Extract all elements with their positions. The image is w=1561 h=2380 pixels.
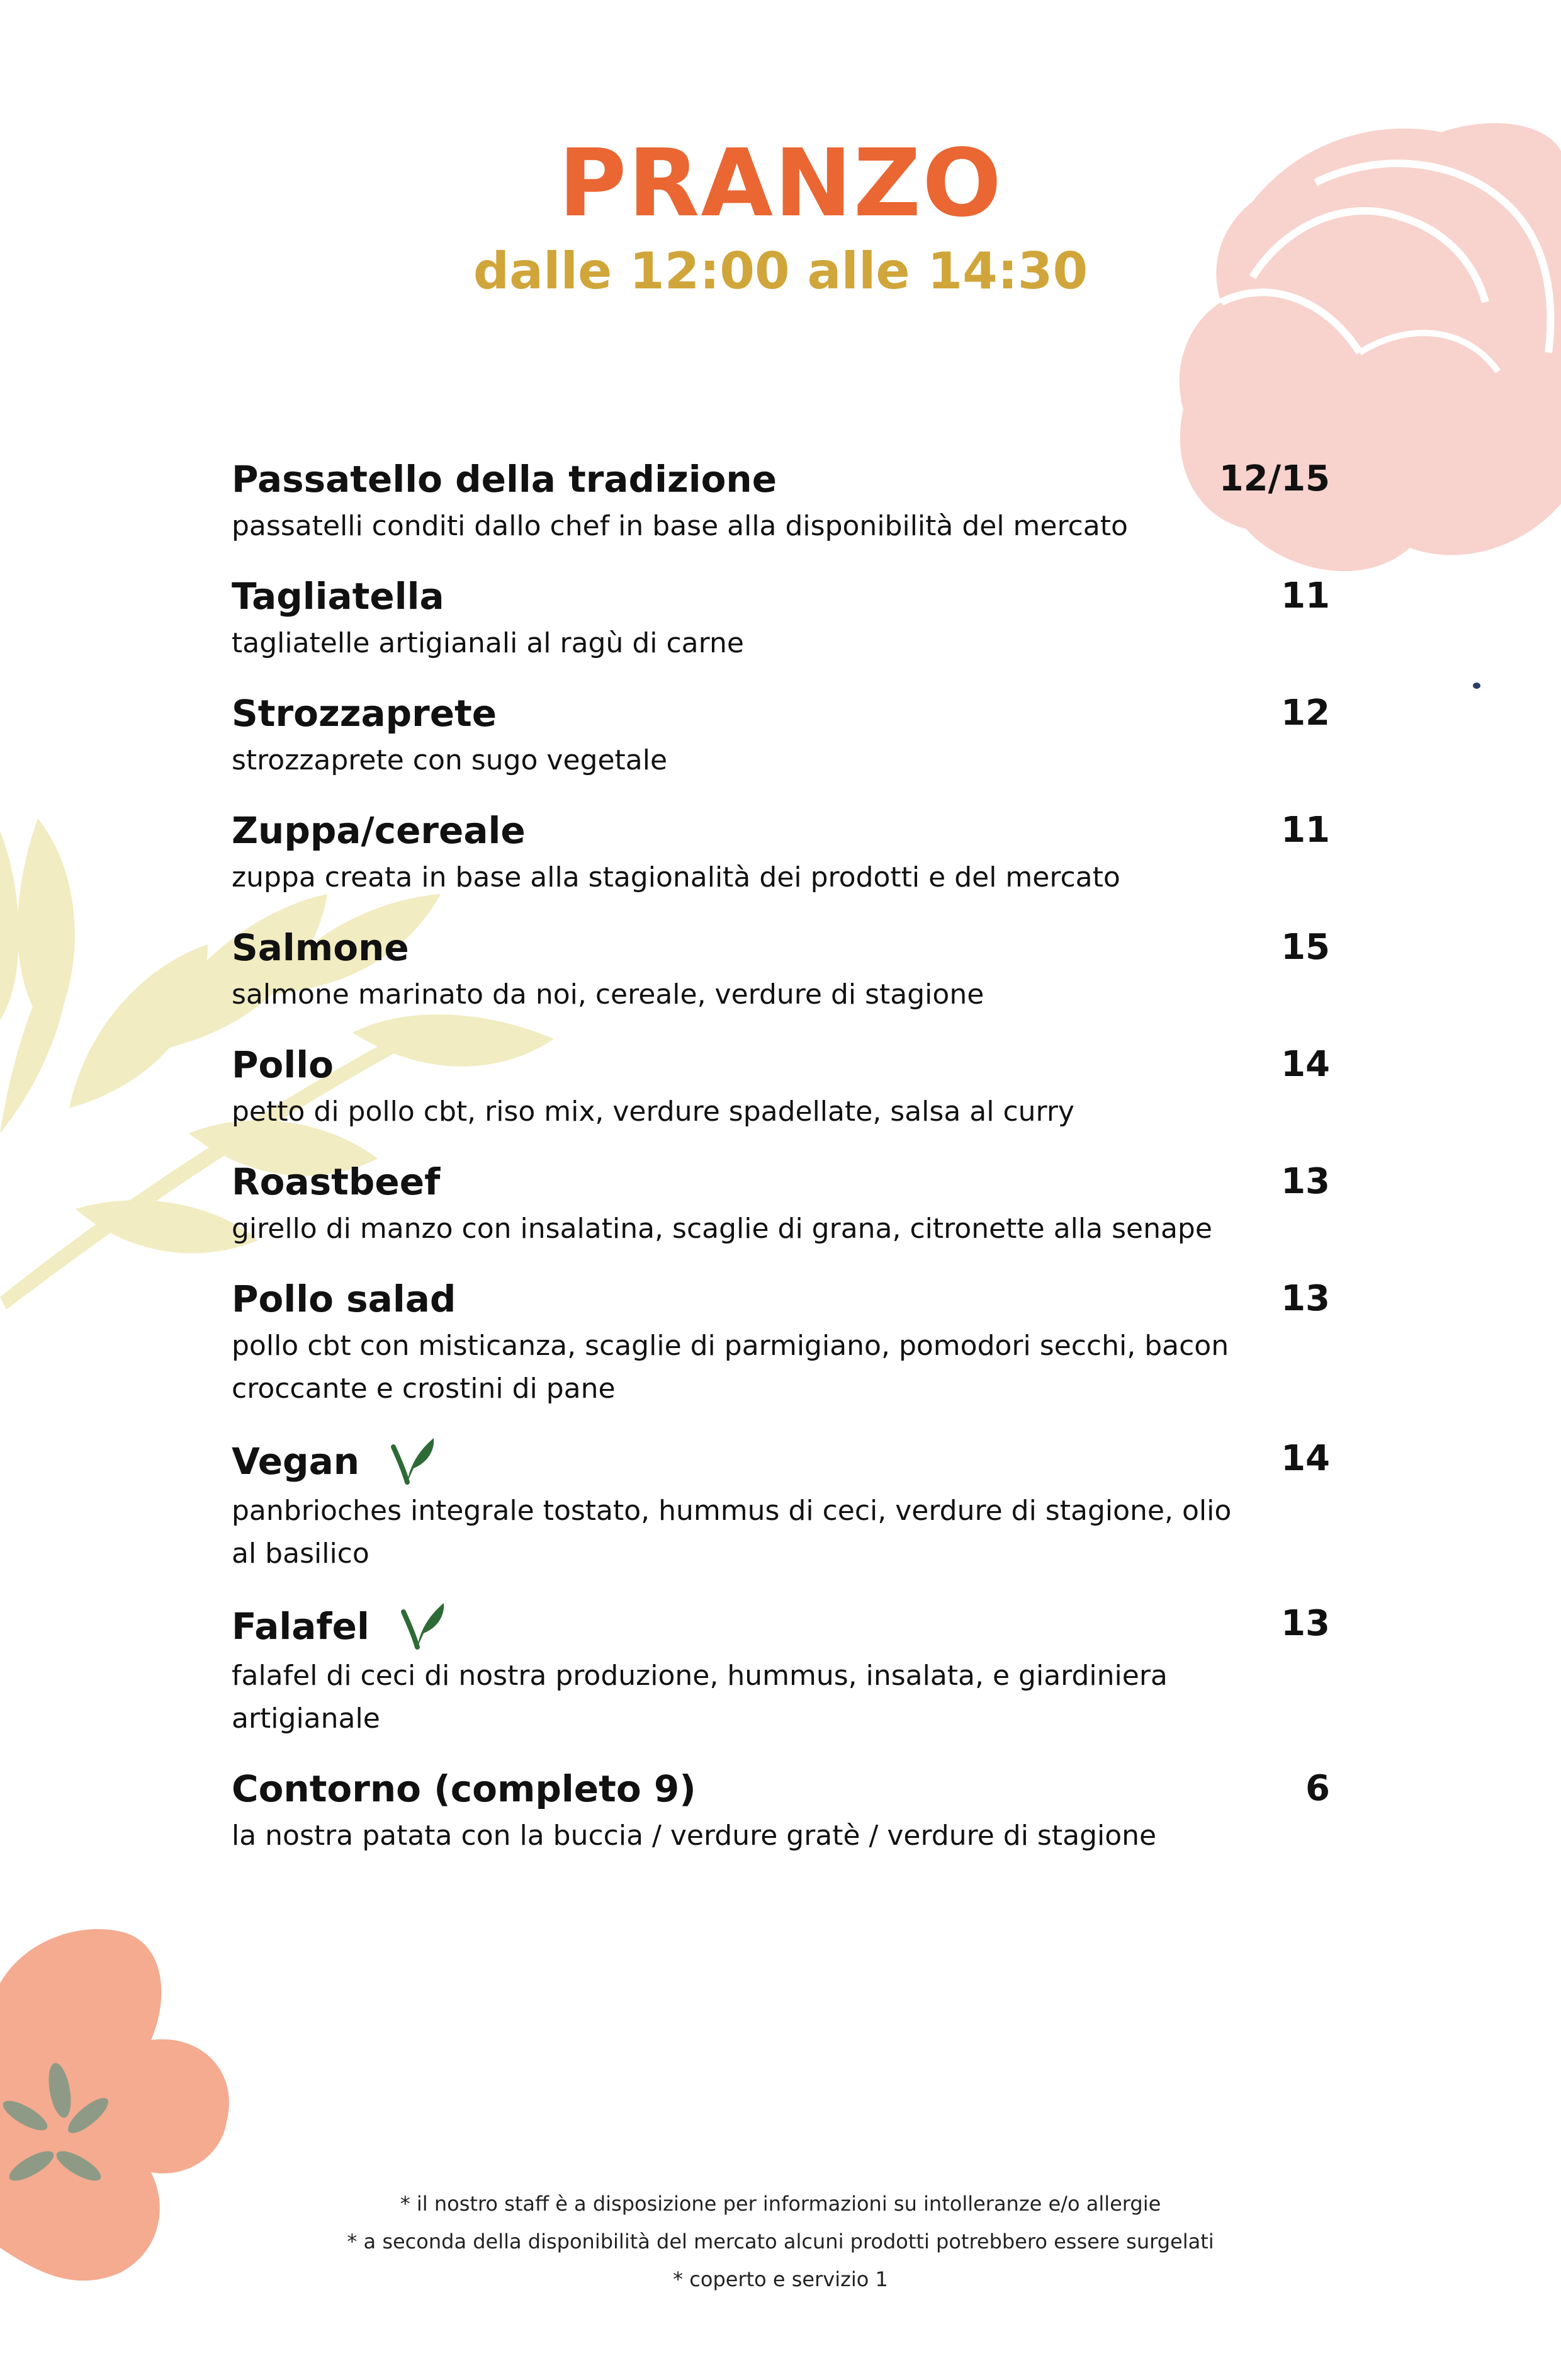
item-price: 12/15 bbox=[1219, 458, 1330, 499]
item-description: pollo cbt con misticanza, scaglie di parmigiano, pomodori secchi, bacon croccante e crostini di pane bbox=[232, 1330, 1229, 1405]
page-title: PRANZO bbox=[558, 129, 1003, 237]
item-description: panbrioches integrale tostato, hummus di ceci, verdure di stagione, olio al basilico bbox=[232, 1495, 1232, 1570]
menu-item bbox=[232, 688, 1330, 782]
item-name: Vegan bbox=[232, 1440, 359, 1483]
footer-note: * a seconda della disponibilità del mercato alcuni prodotti potrebbero essere surgelati bbox=[347, 2230, 1214, 2253]
item-description: zuppa creata in base alla stagionalità dei prodotti e del mercato bbox=[232, 861, 1120, 893]
item-description: strozzaprete con sugo vegetale bbox=[232, 744, 668, 776]
item-description: passatelli conditi dallo chef in base alla disponibilità del mercato bbox=[232, 510, 1128, 542]
item-price: 14 bbox=[1281, 1044, 1330, 1085]
menu-item bbox=[232, 805, 1330, 899]
item-price: 6 bbox=[1305, 1768, 1330, 1809]
item-name: Contorno (completo 9) bbox=[232, 1767, 696, 1810]
item-name: Roastbeef bbox=[232, 1160, 441, 1203]
item-name: Salmone bbox=[232, 926, 409, 969]
item-description: la nostra patata con la buccia / verdure gratè / verdure di stagione bbox=[232, 1820, 1157, 1852]
item-name: Passatello della tradizione bbox=[232, 458, 777, 501]
item-description: girello di manzo con insalatina, scaglie di grana, citronette alla senape bbox=[232, 1213, 1212, 1245]
vegan-leaf-icon bbox=[392, 1598, 449, 1655]
menu-item bbox=[232, 922, 1330, 1016]
item-description: tagliatelle artigianali al ragù di carne bbox=[232, 627, 744, 659]
menu-item bbox=[232, 570, 1330, 665]
menu-item bbox=[232, 1433, 1330, 1575]
item-name-row bbox=[232, 1433, 439, 1490]
item-price: 15 bbox=[1281, 927, 1330, 968]
dot-decoration bbox=[1473, 683, 1480, 689]
footer-notes bbox=[0, 2185, 1561, 2298]
menu-list bbox=[232, 453, 1330, 1880]
item-price: 14 bbox=[1281, 1438, 1330, 1479]
item-description: salmone marinato da noi, cereale, verdure di stagione bbox=[232, 978, 984, 1011]
item-name: Strozzaprete bbox=[232, 692, 497, 735]
item-description: falafel di ceci di nostra produzione, hummus, insalata, e giardiniera artigianale bbox=[232, 1660, 1168, 1735]
menu-item bbox=[232, 453, 1330, 548]
item-name-row bbox=[232, 1598, 449, 1655]
menu-item bbox=[232, 1039, 1330, 1133]
item-price: 11 bbox=[1281, 575, 1330, 616]
menu-item bbox=[232, 1273, 1330, 1410]
menu-item bbox=[232, 1156, 1330, 1250]
item-price: 12 bbox=[1281, 693, 1330, 734]
item-name: Falafel bbox=[232, 1605, 369, 1648]
menu-item bbox=[232, 1763, 1330, 1857]
item-price: 11 bbox=[1281, 810, 1330, 851]
item-price: 13 bbox=[1281, 1278, 1330, 1319]
item-price: 13 bbox=[1281, 1603, 1330, 1644]
item-description: petto di pollo cbt, riso mix, verdure spadellate, salsa al curry bbox=[232, 1096, 1074, 1128]
vegan-leaf-icon bbox=[382, 1433, 439, 1490]
item-name: Pollo bbox=[232, 1043, 334, 1086]
page-subtitle: dalle 12:00 alle 14:30 bbox=[473, 242, 1088, 300]
footer-note: * il nostro staff è a disposizione per informazioni su intolleranze e/o allergie bbox=[400, 2192, 1161, 2216]
item-price: 13 bbox=[1281, 1161, 1330, 1202]
menu-item bbox=[232, 1598, 1330, 1740]
item-name: Pollo salad bbox=[232, 1278, 456, 1320]
item-name: Tagliatella bbox=[232, 575, 444, 618]
item-name: Zuppa/cereale bbox=[232, 809, 526, 852]
footer-note: * coperto e servizio 1 bbox=[673, 2267, 888, 2291]
